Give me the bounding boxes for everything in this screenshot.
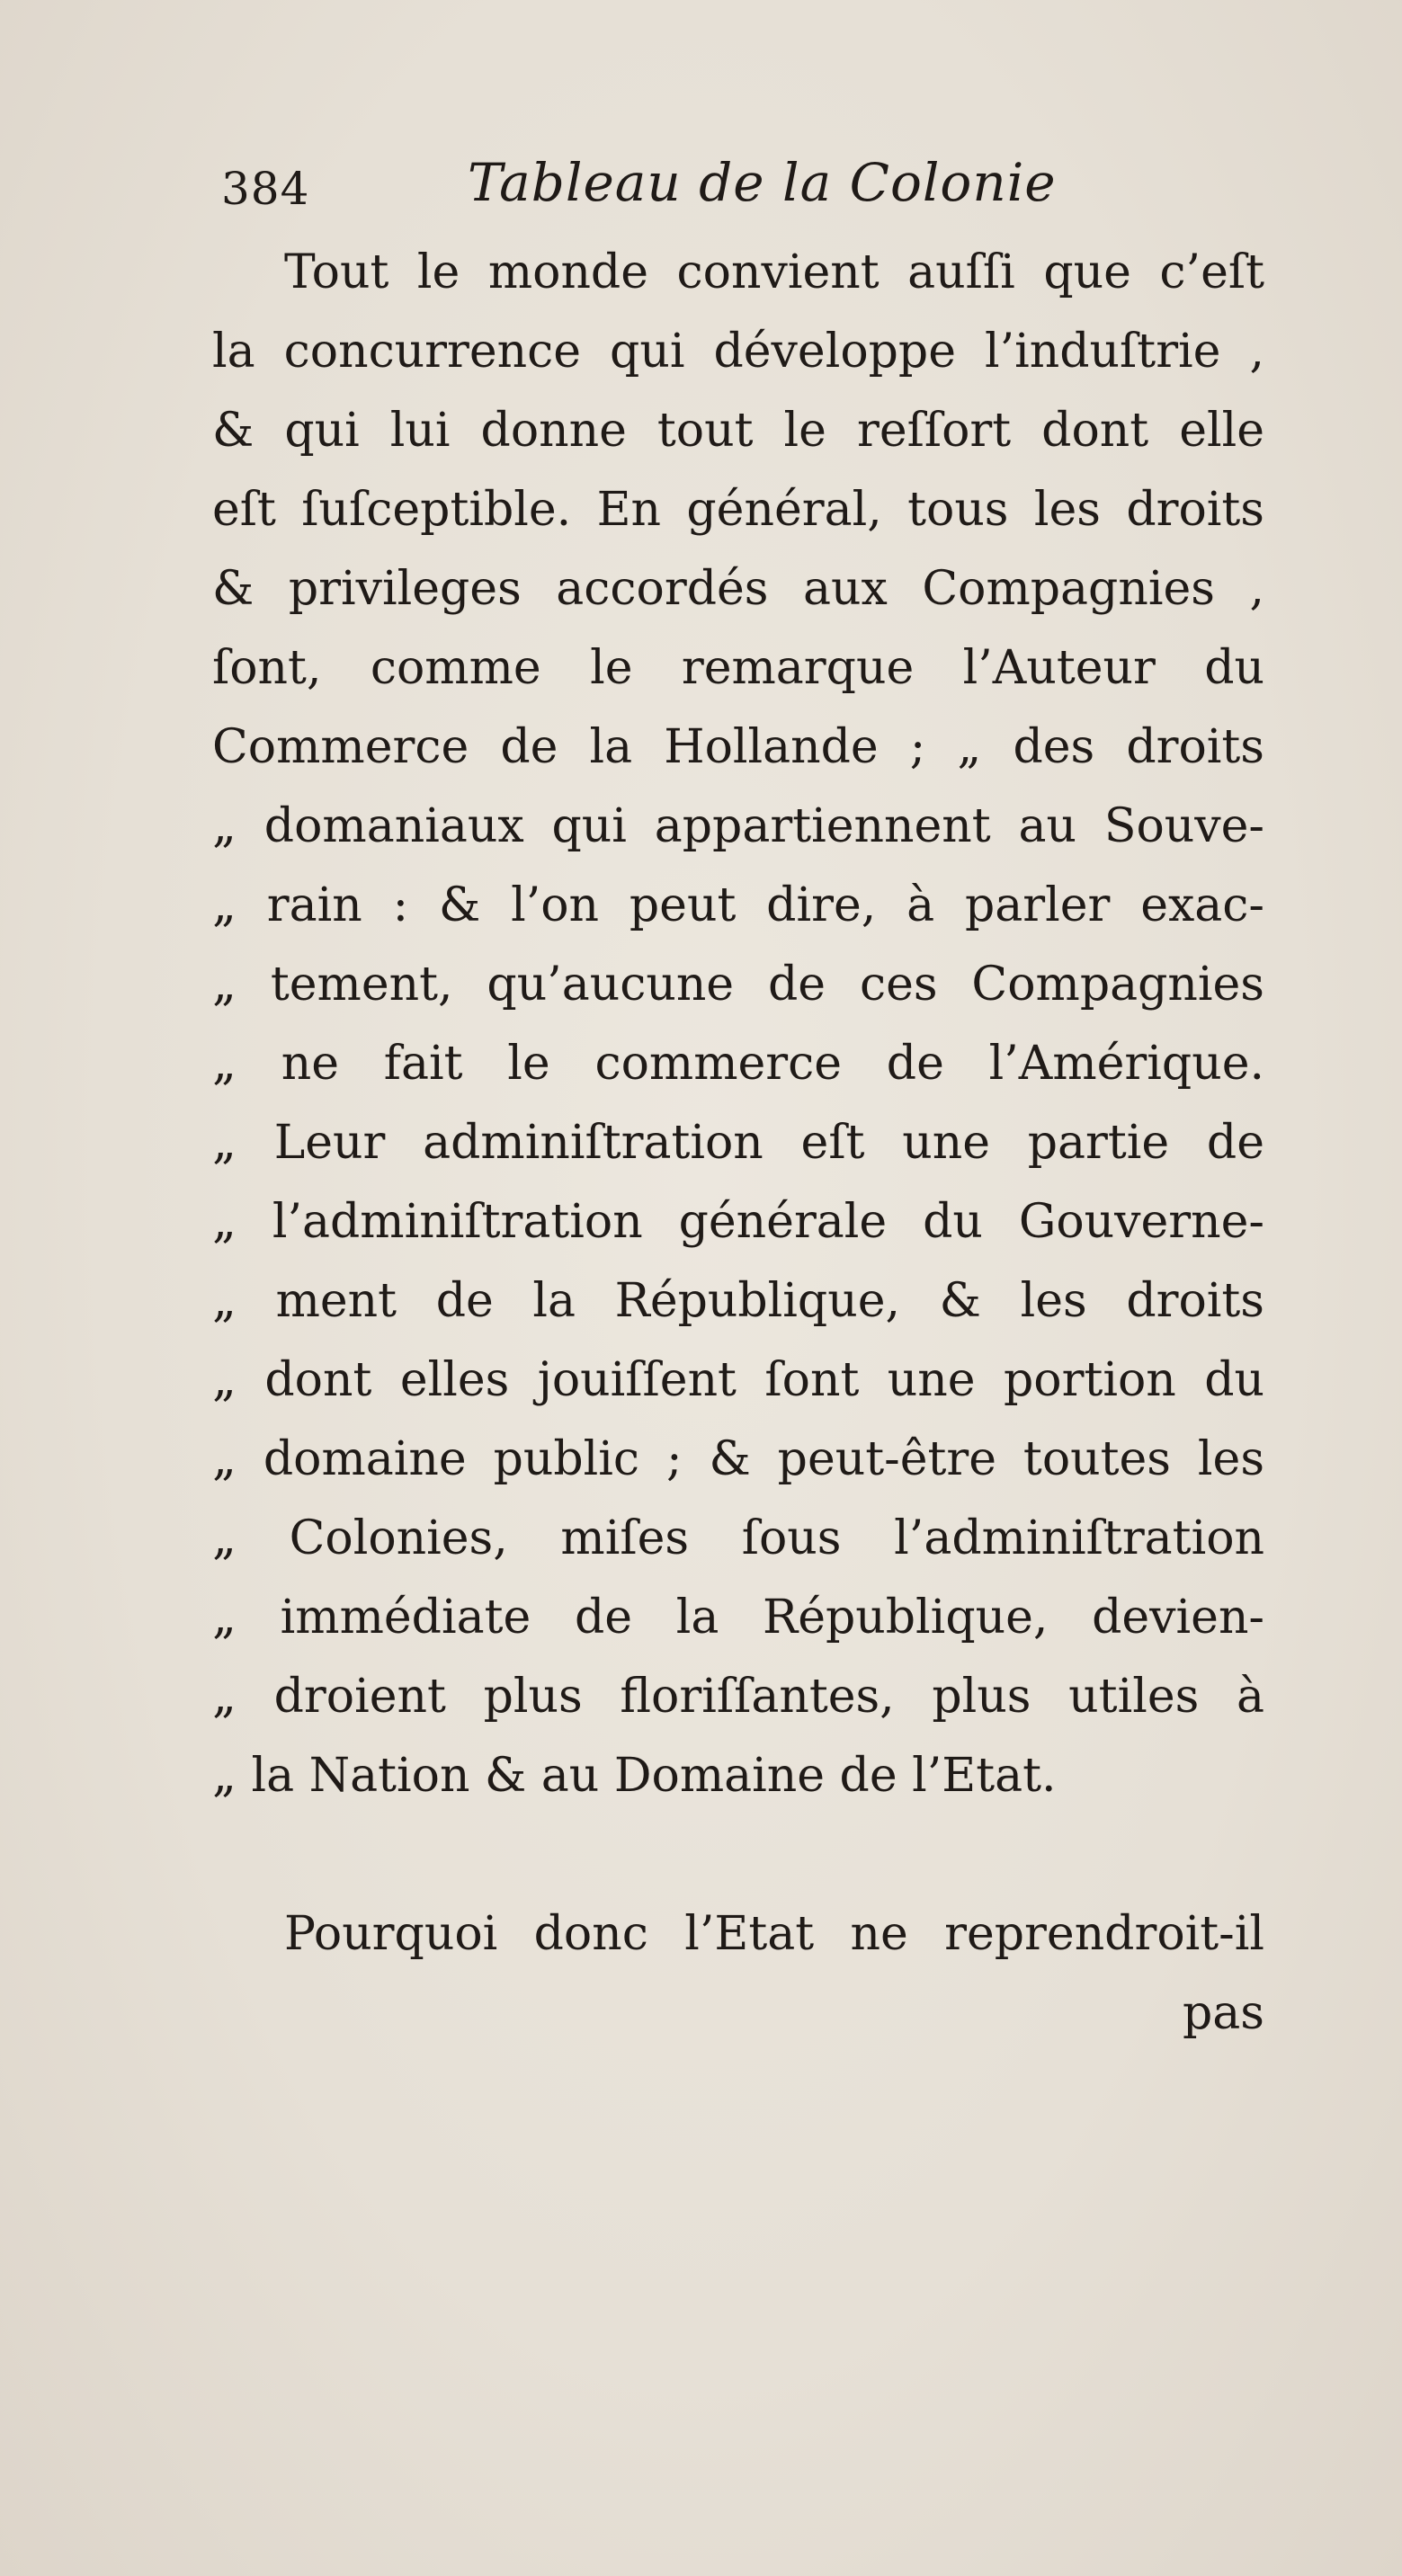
catchword: pas [1183, 1986, 1264, 2040]
text-line: eſt ſuſceptible. En général, tous les droits [212, 483, 1264, 537]
paragraph-gap [212, 1821, 1264, 1875]
text-line: „ droient plus floriſſantes, plus utiles à [212, 1670, 1264, 1724]
body-text [212, 0, 1264, 2576]
text-line: „ ment de la République, & les droits [212, 1274, 1264, 1328]
text-line: „ Colonies, miſes ſous l’adminiſtration [212, 1511, 1264, 1565]
running-title: Tableau de la Colonie [468, 152, 1057, 213]
text-line: „ immédiate de la République, devien- [212, 1591, 1264, 1645]
text-line: „ ne fait le commerce de l’Amérique. [212, 1037, 1264, 1091]
text-line: & privileges accordés aux Compagnies , [212, 562, 1264, 616]
text-line: „ la Nation & au Domaine de l’Etat. [212, 1749, 1057, 1803]
text-line: „ Leur adminiſtration eſt une partie de [212, 1116, 1264, 1170]
text-line: „ domaine public ; & peut-être toutes les [212, 1432, 1264, 1486]
text-line: Tout le monde convient auſſi que c’eſt [284, 245, 1264, 299]
text-line: „ dont elles jouiſſent ſont une portion du [212, 1353, 1264, 1407]
text-line: Commerce de la Hollande ; „ des droits [212, 720, 1264, 774]
text-line: Pourquoi donc l’Etat ne reprendroit-il [284, 1907, 1264, 1961]
text-line: „ tement, qu’aucune de ces Compagnies [212, 958, 1264, 1012]
page-number: 384 [221, 163, 310, 215]
text-line: & qui lui donne tout le reſſort dont elle [212, 404, 1264, 458]
text-line: „ l’adminiſtration générale du Gouverne- [212, 1195, 1264, 1249]
text-line: „ domaniaux qui appartiennent au Souve- [212, 799, 1264, 853]
text-line: ſont, comme le remarque l’Auteur du [212, 641, 1264, 695]
text-line: „ rain : & l’on peut dire, à parler exac- [212, 878, 1264, 932]
text-line: la concurrence qui développe l’induſtrie , [212, 325, 1264, 379]
